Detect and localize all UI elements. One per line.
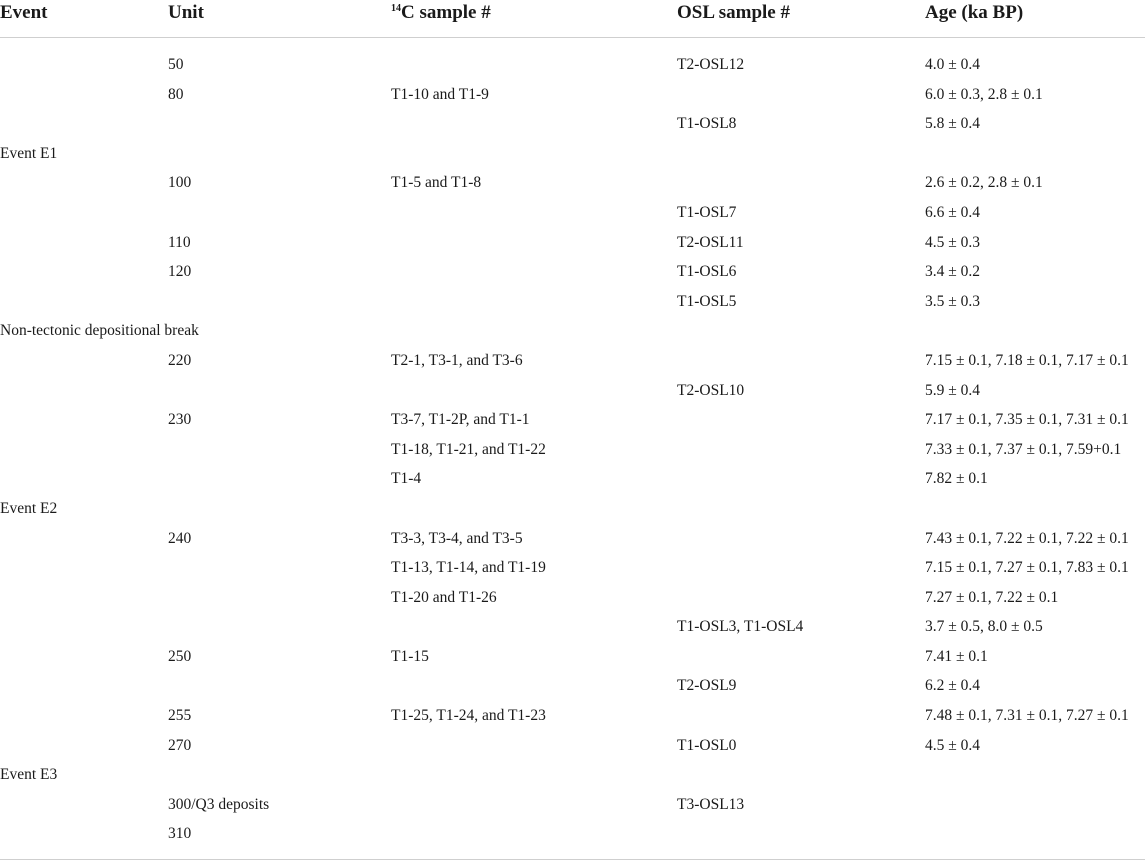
cell-age: 7.82 ± 0.1 — [925, 470, 988, 488]
cell-osl-sample: T1-OSL7 — [677, 203, 737, 221]
table-row — [0, 198, 1145, 228]
cell-c14-sample: T1-10 and T1-9 — [391, 85, 489, 103]
table-row — [0, 819, 1145, 849]
cell-age: 7.17 ± 0.1, 7.35 ± 0.1, 7.31 ± 0.1 — [925, 411, 1129, 429]
table-row — [0, 435, 1145, 465]
table-row — [0, 346, 1145, 376]
cell-c14-sample: T1-20 and T1-26 — [391, 588, 497, 606]
cell-c14-sample: T1-15 — [391, 647, 429, 665]
cell-unit: 120 — [168, 263, 192, 281]
cell-unit: 220 — [168, 351, 192, 369]
cell-osl-sample: T1-OSL6 — [677, 263, 737, 281]
cell-osl-sample: T1-OSL3, T1-OSL4 — [677, 618, 804, 636]
header-age: Age (ka BP) — [925, 2, 1024, 23]
cell-unit: 310 — [168, 825, 192, 843]
cell-osl-sample: T1-OSL8 — [677, 115, 737, 133]
cell-age: 7.33 ± 0.1, 7.37 ± 0.1, 7.59+0.1 — [925, 440, 1122, 458]
table-row — [0, 790, 1145, 820]
table-row — [0, 612, 1145, 642]
cell-c14-sample: T1-18, T1-21, and T1-22 — [391, 440, 546, 458]
cell-unit: 300/Q3 deposits — [168, 795, 270, 813]
cell-c14-sample: T1-13, T1-14, and T1-19 — [391, 559, 546, 577]
cell-unit: 270 — [168, 736, 192, 754]
table-row — [0, 583, 1145, 613]
table-row — [0, 80, 1145, 110]
bottom-rule — [0, 859, 1145, 860]
cell-unit: 250 — [168, 647, 192, 665]
cell-age: 7.41 ± 0.1 — [925, 647, 988, 665]
cell-unit: 50 — [168, 56, 184, 73]
cell-age: 7.43 ± 0.1, 7.22 ± 0.1, 7.22 ± 0.1 — [925, 529, 1129, 547]
cell-c14-sample: T3-7, T1-2P, and T1-1 — [391, 411, 530, 429]
cell-age: 4.5 ± 0.4 — [925, 736, 981, 754]
cell-event: Non-tectonic depositional break — [0, 322, 199, 340]
cell-age: 7.27 ± 0.1, 7.22 ± 0.1 — [925, 588, 1059, 606]
header-osl-sample: OSL sample # — [677, 2, 790, 23]
cell-age: 4.0 ± 0.4 — [925, 56, 981, 73]
table-row — [0, 287, 1145, 317]
table-row — [0, 731, 1145, 761]
table-row — [0, 464, 1145, 494]
cell-unit: 230 — [168, 411, 192, 429]
cell-age: 7.15 ± 0.1, 7.27 ± 0.1, 7.83 ± 0.1 — [925, 559, 1129, 577]
table-row — [0, 494, 1145, 524]
cell-unit: 255 — [168, 707, 192, 725]
cell-osl-sample: T2-OSL9 — [677, 677, 737, 695]
header-c14-sample — [391, 0, 491, 36]
cell-c14-sample: T1-25, T1-24, and T1-23 — [391, 707, 546, 725]
table-body — [0, 50, 1145, 849]
cell-age: 3.4 ± 0.2 — [925, 263, 981, 281]
header-c14-superscript: 14 — [391, 3, 401, 14]
cell-c14-sample: T2-1, T3-1, and T3-6 — [391, 351, 523, 369]
cell-unit: 80 — [168, 85, 184, 103]
table-row — [0, 109, 1145, 139]
cell-age: 7.48 ± 0.1, 7.31 ± 0.1, 7.27 ± 0.1 — [925, 707, 1129, 725]
table-header — [0, 0, 1145, 38]
table-row — [0, 376, 1145, 406]
cell-osl-sample: T3-OSL13 — [677, 795, 745, 813]
cell-c14-sample: T3-3, T3-4, and T3-5 — [391, 529, 523, 547]
cell-event: Event E2 — [0, 499, 58, 517]
header-c14-label: C sample # — [401, 2, 491, 23]
cell-age: 2.6 ± 0.2, 2.8 ± 0.1 — [925, 174, 1043, 192]
table-row — [0, 642, 1145, 672]
header-unit: Unit — [168, 2, 204, 23]
table-row — [0, 405, 1145, 435]
cell-osl-sample: T1-OSL0 — [677, 736, 737, 754]
cell-age: 4.5 ± 0.3 — [925, 233, 981, 251]
table-row — [0, 553, 1145, 583]
cell-age: 5.9 ± 0.4 — [925, 381, 981, 399]
table-row — [0, 168, 1145, 198]
table-row — [0, 139, 1145, 169]
table-row — [0, 257, 1145, 287]
table-row — [0, 671, 1145, 701]
cell-unit: 110 — [168, 233, 191, 251]
cell-age: 3.5 ± 0.3 — [925, 292, 981, 310]
cell-osl-sample: T2-OSL10 — [677, 381, 745, 399]
cell-age: 6.6 ± 0.4 — [925, 203, 981, 221]
cell-c14-sample: T1-5 and T1-8 — [391, 174, 482, 192]
cell-age: 6.0 ± 0.3, 2.8 ± 0.1 — [925, 85, 1043, 103]
table-row — [0, 760, 1145, 790]
cell-osl-sample: T2-OSL12 — [677, 56, 745, 73]
cell-unit: 240 — [168, 529, 192, 547]
table-row — [0, 50, 1145, 80]
cell-age: 3.7 ± 0.5, 8.0 ± 0.5 — [925, 618, 1043, 636]
cell-event: Event E1 — [0, 144, 58, 162]
cell-unit: 100 — [168, 174, 192, 192]
cell-osl-sample: T1-OSL5 — [677, 292, 737, 310]
table-row — [0, 524, 1145, 554]
cell-age: 7.15 ± 0.1, 7.18 ± 0.1, 7.17 ± 0.1 — [925, 351, 1129, 369]
cell-age: 5.8 ± 0.4 — [925, 115, 981, 133]
header-event: Event — [0, 2, 48, 23]
cell-osl-sample: T2-OSL11 — [677, 233, 744, 251]
cell-age: 6.2 ± 0.4 — [925, 677, 981, 695]
table-row — [0, 701, 1145, 731]
cell-event: Event E3 — [0, 766, 58, 784]
table-row — [0, 228, 1145, 258]
cell-c14-sample: T1-4 — [391, 470, 422, 488]
table-row — [0, 316, 1145, 346]
